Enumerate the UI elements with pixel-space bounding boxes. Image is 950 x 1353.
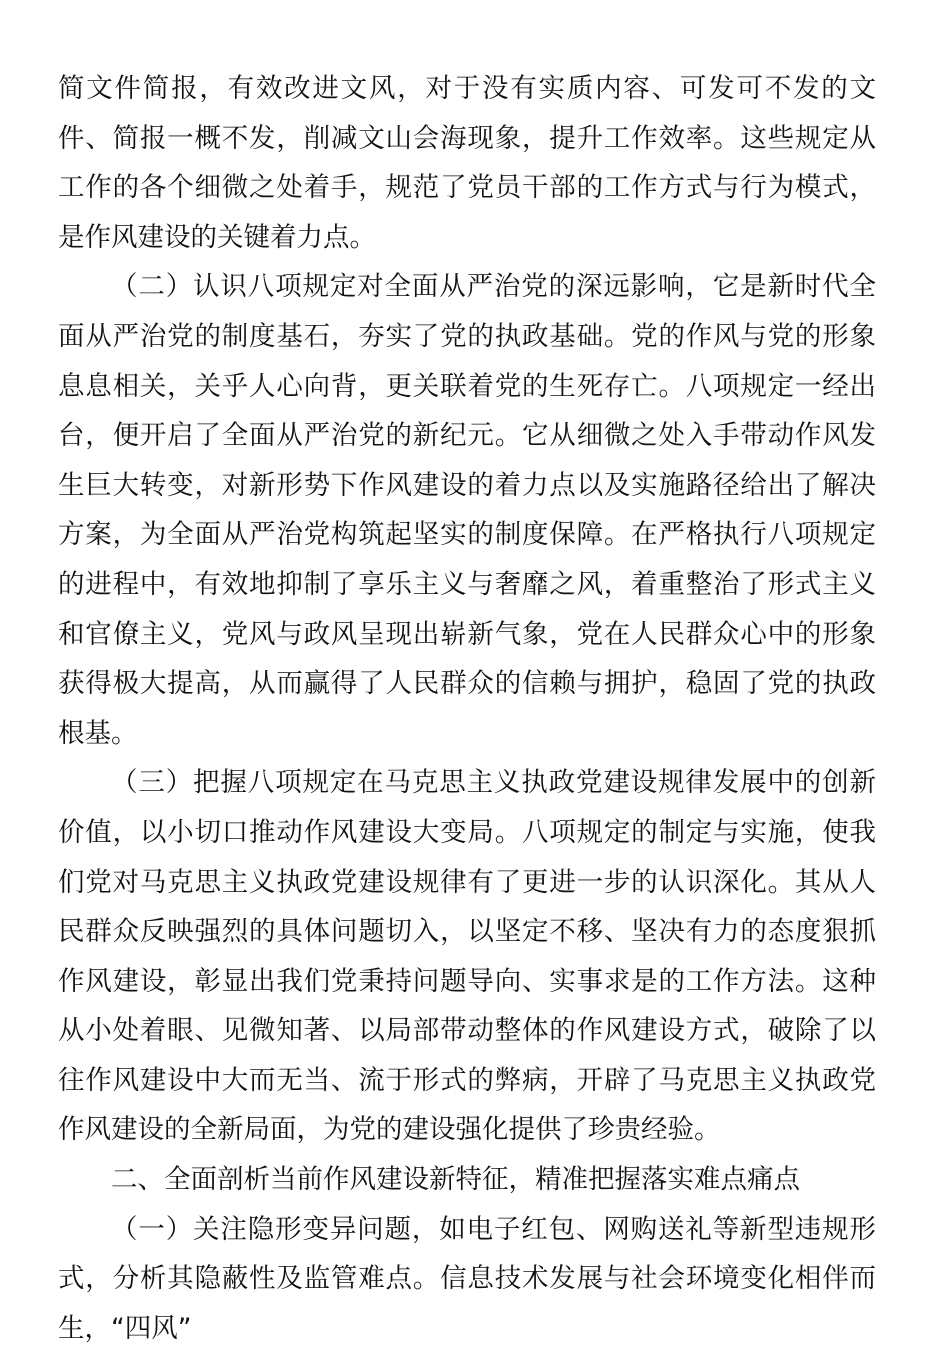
paragraph-section-1-3: （三）把握八项规定在马克思主义执政党建设规律发展中的创新价值，以小切口推动作风建设大变局。八项规定的制定与实施，使我们党对马克思主义执政党建设规律有了更进一步的认识深化。其从人民群众反映强烈的具体问题切入，以坚定不移、坚决有力的态度狠抓作风建设，彰显出我们党秉持问题导向、实事求是的工作方法。这种从小处着眼、见微知著、以局部带动整体的作风建设方式，破除了以往作风建设中大而无当、流于形式的弊病，开辟了马克思主义执政党作风建设的全新局面，为党的建设强化提供了珍贵经验。: [58, 767, 876, 1146]
section-heading-2: 二、全面剖析当前作风建设新特征，精准把握落实难点痛点: [111, 1164, 800, 1196]
document-page: [58, 64, 876, 1353]
paragraph-section-1-2: （二）认识八项规定对全面从严治党的深远影响，它是新时代全面从严治党的制度基石，夯实了党的执政基础。党的作风与党的形象息息相关，关乎人心向背，更关联着党的生死存亡。八项规定一经出台，便开启了全面从严治党的新纪元。它从细微之处入手带动作风发生巨大转变，对新形势下作风建设的着力点以及实施路径给出了解决方案，为全面从严治党构筑起坚实的制度保障。在严格执行八项规定的进程中，有效地抑制了享乐主义与奢靡之风，着重整治了形式主义和官僚主义，党风与政风呈现出崭新气象，党在人民群众心中的形象获得极大提高，从而赢得了人民群众的信赖与拥护，稳固了党的执政根基。: [58, 271, 876, 749]
paragraph-section-2-1: （一）关注隐形变异问题，如电子红包、网购送礼等新型违规形式，分析其隐蔽性及监管难点。信息技术发展与社会环境变化相伴而生，“四风”: [58, 1213, 876, 1344]
paragraph-continuation: 简文件简报，有效改进文风，对于没有实质内容、可发可不发的文件、简报一概不发，削减文山会海现象，提升工作效率。这些规定从工作的各个细微之处着手，规范了党员干部的工作方式与行为模式，是作风建设的关键着力点。: [58, 73, 876, 253]
